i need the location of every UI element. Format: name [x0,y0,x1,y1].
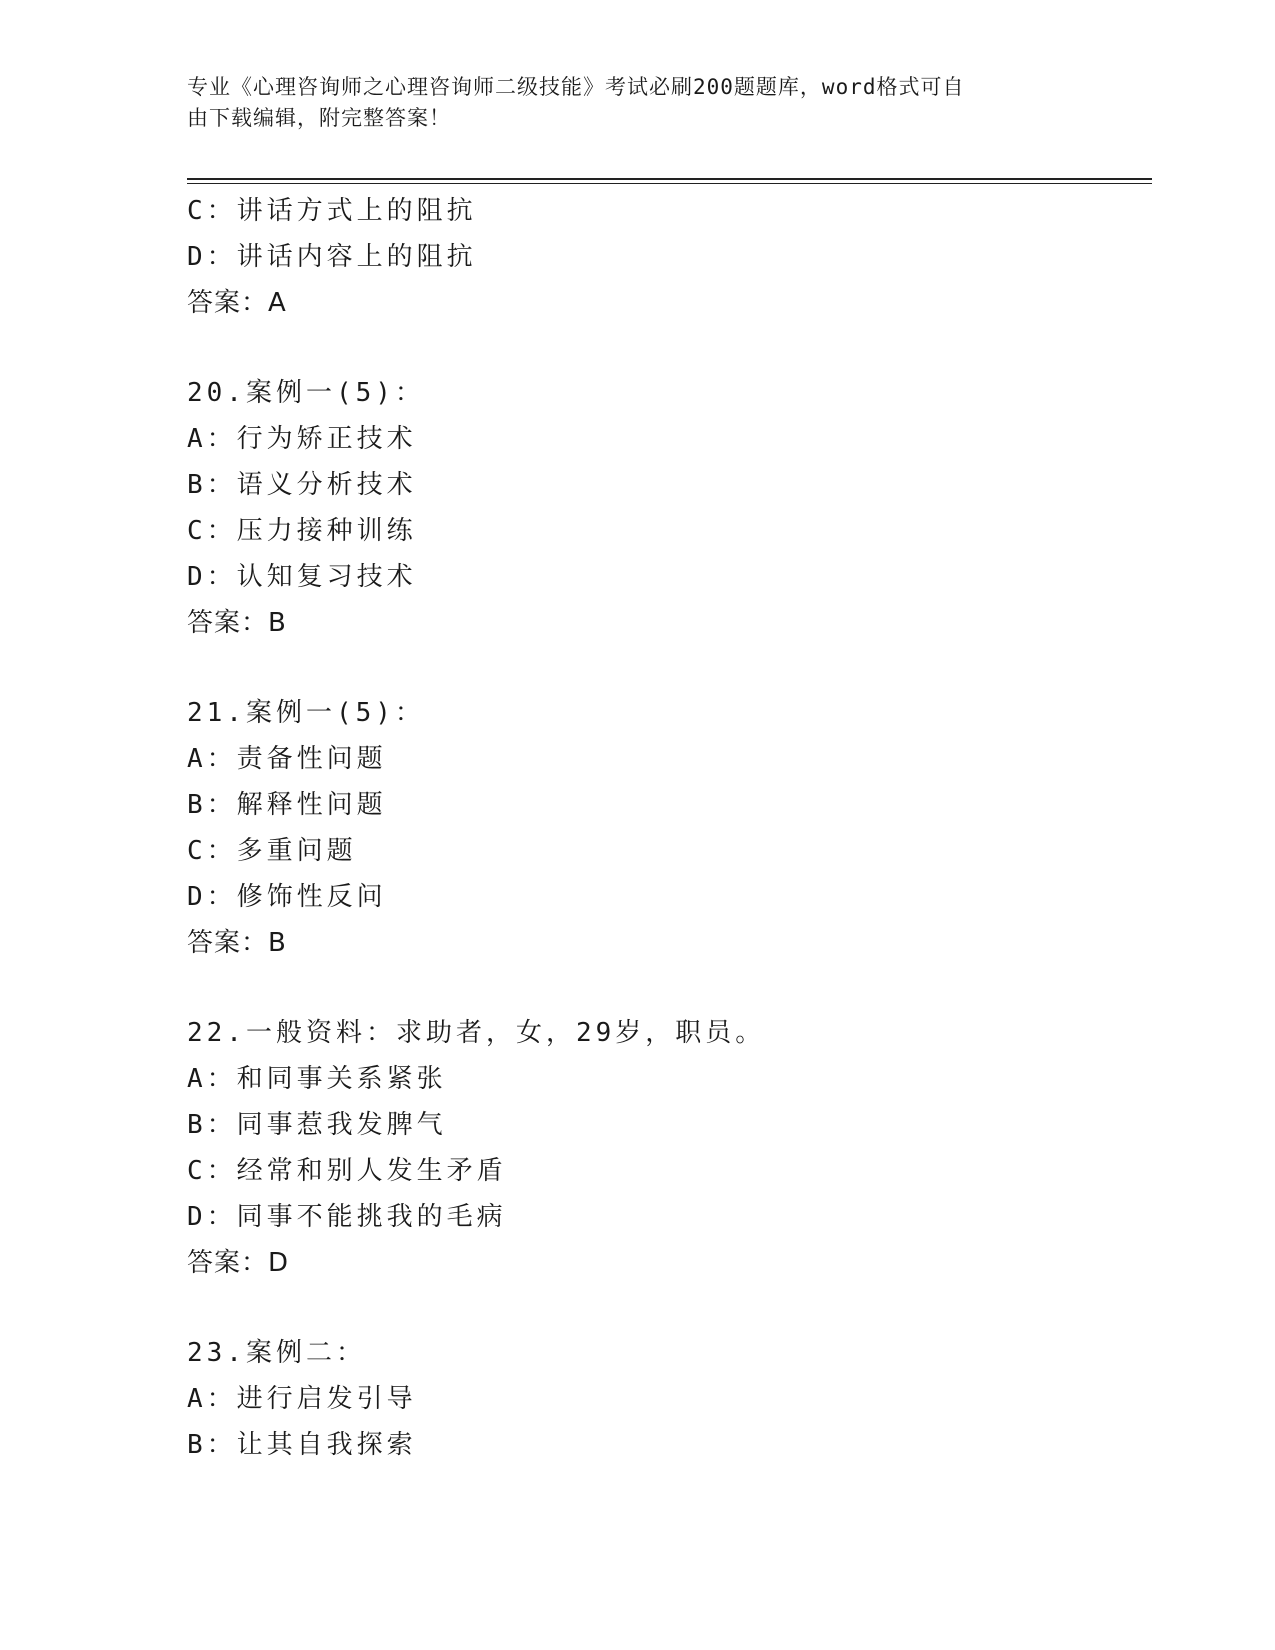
option-a: A：进行启发引导 [187,1384,417,1414]
option-c: C：多重问题 [187,836,357,866]
option-d: D：同事不能挑我的毛病 [187,1202,507,1232]
question-23 [187,1330,1152,1468]
question-19-partial [187,188,1152,326]
answer-label: 答案：B [187,928,287,958]
question-21 [187,690,1152,966]
option-a: A：和同事关系紧张 [187,1064,447,1094]
question-22 [187,1010,1152,1286]
option-b: B：同事惹我发脾气 [187,1110,447,1140]
option-b: B：解释性问题 [187,790,387,820]
question-stem: 23.案例二： [187,1338,366,1368]
question-stem: 22.一般资料：求助者，女，29岁，职员。 [187,1018,766,1048]
option-b: B：语义分析技术 [187,470,417,500]
answer-label: 答案：B [187,608,287,638]
option-a: A：行为矫正技术 [187,424,417,454]
header-line-2: 由下载编辑，附完整答案！ [187,106,451,130]
document-header [187,72,1067,134]
answer-label: 答案：D [187,1248,290,1278]
answer-label: 答案：A [187,288,287,318]
option-c: C：经常和别人发生矛盾 [187,1156,507,1186]
question-stem: 21.案例一(5)： [187,698,425,728]
option-d: D：讲话内容上的阻抗 [187,242,477,272]
option-d: D：修饰性反问 [187,882,387,912]
question-20 [187,370,1152,646]
option-c: C：压力接种训练 [187,516,417,546]
option-a: A：责备性问题 [187,744,387,774]
option-b: B：让其自我探索 [187,1430,417,1460]
option-c: C：讲话方式上的阻抗 [187,196,477,226]
question-stem: 20.案例一(5)： [187,378,425,408]
header-line-1: 专业《心理咨询师之心理咨询师二级技能》考试必刷200题题库，word格式可自 [187,75,965,99]
question-list [187,188,1152,1468]
option-d: D：认知复习技术 [187,562,417,592]
header-divider [187,178,1152,184]
